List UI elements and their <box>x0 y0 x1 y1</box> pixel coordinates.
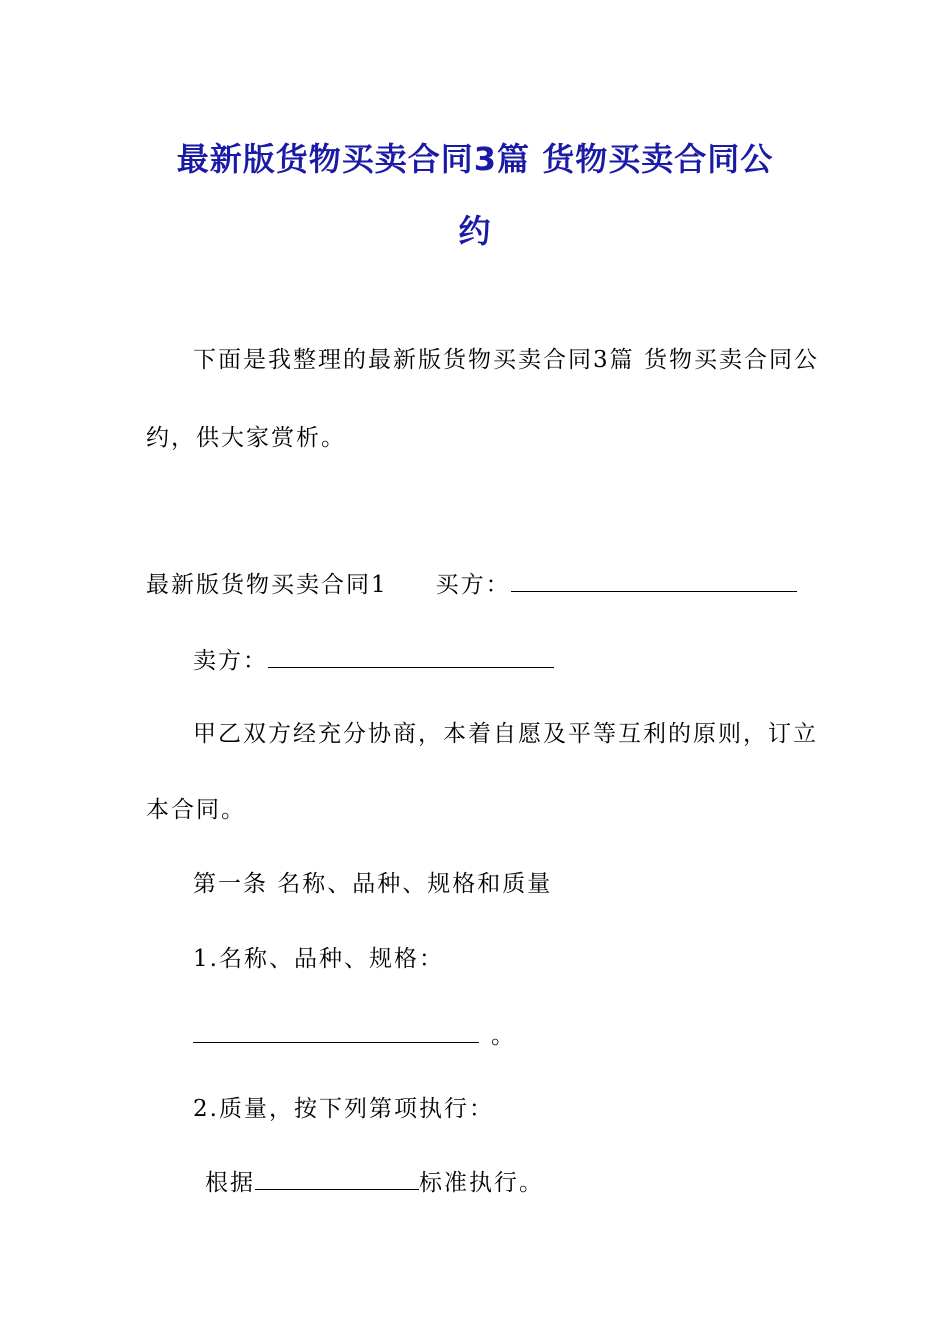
item-1-period: 。 <box>491 1023 516 1049</box>
basis-prefix: 根据 <box>205 1170 255 1196</box>
intro-line-1: 下面是我整理的最新版货物买卖合同3篇 货物买卖合同公 <box>193 347 819 373</box>
document-title-line-1: 最新版货物买卖合同3篇 货物买卖合同公 <box>176 140 774 178</box>
intro-line-2: 约，供大家赏析。 <box>146 425 346 451</box>
document-title-line-2: 约 <box>458 212 492 250</box>
item-1-blank-line <box>193 1022 479 1043</box>
basis-suffix: 标准执行。 <box>419 1170 544 1196</box>
buyer-blank-line <box>511 571 797 592</box>
contract-heading: 最新版货物买卖合同1 <box>146 572 388 598</box>
contract-heading-row <box>146 571 797 599</box>
item-1-label: 1.名称、品种、规格： <box>193 946 444 972</box>
seller-row <box>193 647 554 675</box>
item-1-blank-row <box>193 1022 516 1050</box>
preamble-line-1: 甲乙双方经充分协商，本着自愿及平等互利的原则，订立 <box>193 721 818 747</box>
article-1-heading: 第一条 名称、品种、规格和质量 <box>193 871 553 897</box>
item-2-label: 2.质量，按下列第项执行： <box>193 1096 494 1122</box>
seller-blank-line <box>268 647 554 668</box>
buyer-label: 买方： <box>435 572 511 598</box>
preamble-line-2: 本合同。 <box>146 797 246 823</box>
standard-blank-line <box>255 1169 419 1190</box>
standard-basis-row <box>205 1169 544 1197</box>
seller-label: 卖方： <box>193 648 268 674</box>
